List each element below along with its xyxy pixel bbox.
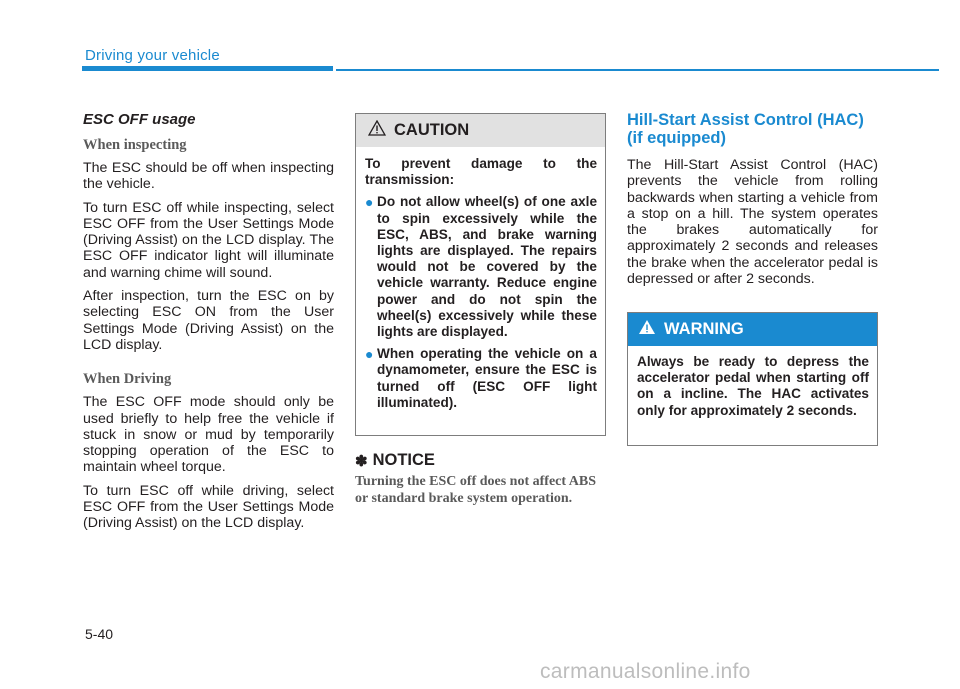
warning-triangle-outline-icon <box>368 120 386 141</box>
paragraph: To turn ESC off while driving, select ESC OFF from the User Settings Mode (Driving Assist) on the LCD display. <box>83 482 334 532</box>
bullet-icon: ● <box>365 346 374 363</box>
header-rule-thin <box>336 69 939 71</box>
warning-triangle-filled-icon <box>638 319 656 340</box>
notice-body: Turning the ESC off does not affect ABS or standard brake system operation. <box>355 474 597 506</box>
notice-title <box>355 451 435 470</box>
caution-title: CAUTION <box>394 121 470 139</box>
section-title: Driving your vehicle <box>85 47 220 64</box>
column-esc-off-usage <box>83 111 334 539</box>
warning-header <box>628 313 877 346</box>
bullet-icon: ● <box>365 194 374 211</box>
warning-body <box>628 346 877 419</box>
caution-list <box>365 194 597 411</box>
caution-header <box>356 114 605 147</box>
paragraph: The ESC OFF mode should only be used briefly to help free the vehicle if stuck in snow or mud by temporarily stopping operation of the ESC to maintain wheel torque. <box>83 394 334 476</box>
caution-box <box>355 113 606 436</box>
paragraph: After inspection, turn the ESC on by selecting ESC ON from the User Settings Mode (Driving Assist) on the LCD display. <box>83 288 334 353</box>
column-hac <box>627 111 878 294</box>
warning-title: WARNING <box>664 320 744 338</box>
caution-intro: To prevent damage to the transmission: <box>365 156 597 188</box>
list-item <box>365 194 597 340</box>
caution-item-text: When operating the vehicle on a dynamometer, ensure the ESC is turned off (ESC OFF light illuminated). <box>377 346 597 410</box>
caution-item-text: Do not allow wheel(s) of one axle to spin excessively while the ESC, ABS, and brake warning lights are displayed. The repairs would not be covered by the vehicle warranty. Reduce engine power and do not spin the wheel(s) excessively while these lights are displayed. <box>377 194 597 340</box>
paragraph: To turn ESC off while inspecting, select ESC OFF from the User Settings Mode (Driving Assist) on the LCD display. The ESC OFF indicator light will illuminate and warning chime will sound. <box>83 199 334 281</box>
subheading-when-driving: When Driving <box>83 371 172 388</box>
subheading-when-inspecting: When inspecting <box>83 137 187 153</box>
watermark: carmanualsonline.info <box>540 660 751 683</box>
paragraph: The ESC should be off when inspecting the vehicle. <box>83 160 334 193</box>
star-cross-icon: ✽ <box>355 452 368 470</box>
header-rule-thick <box>82 66 333 71</box>
heading-hac: Hill-Start Assist Control (HAC) (if equipped) <box>627 111 864 147</box>
warning-box <box>627 312 878 446</box>
heading-esc-off-usage: ESC OFF usage <box>83 111 196 128</box>
notice-title-text: NOTICE <box>372 451 435 469</box>
list-item <box>365 346 597 411</box>
caution-body <box>356 147 605 411</box>
paragraph: The Hill-Start Assist Control (HAC) prevents the vehicle from rolling backwards when starting a vehicle from a stop on a hill. The system operates the brakes automatically for approximately 2 seconds and releases the brake when the accelerator pedal is depressed or after 2 seconds. <box>627 157 878 288</box>
warning-text: Always be ready to depress the accelerator pedal when starting off on a incline. The HAC activates only for approximately 2 seconds. <box>637 354 869 418</box>
page-number: 5-40 <box>85 626 114 642</box>
